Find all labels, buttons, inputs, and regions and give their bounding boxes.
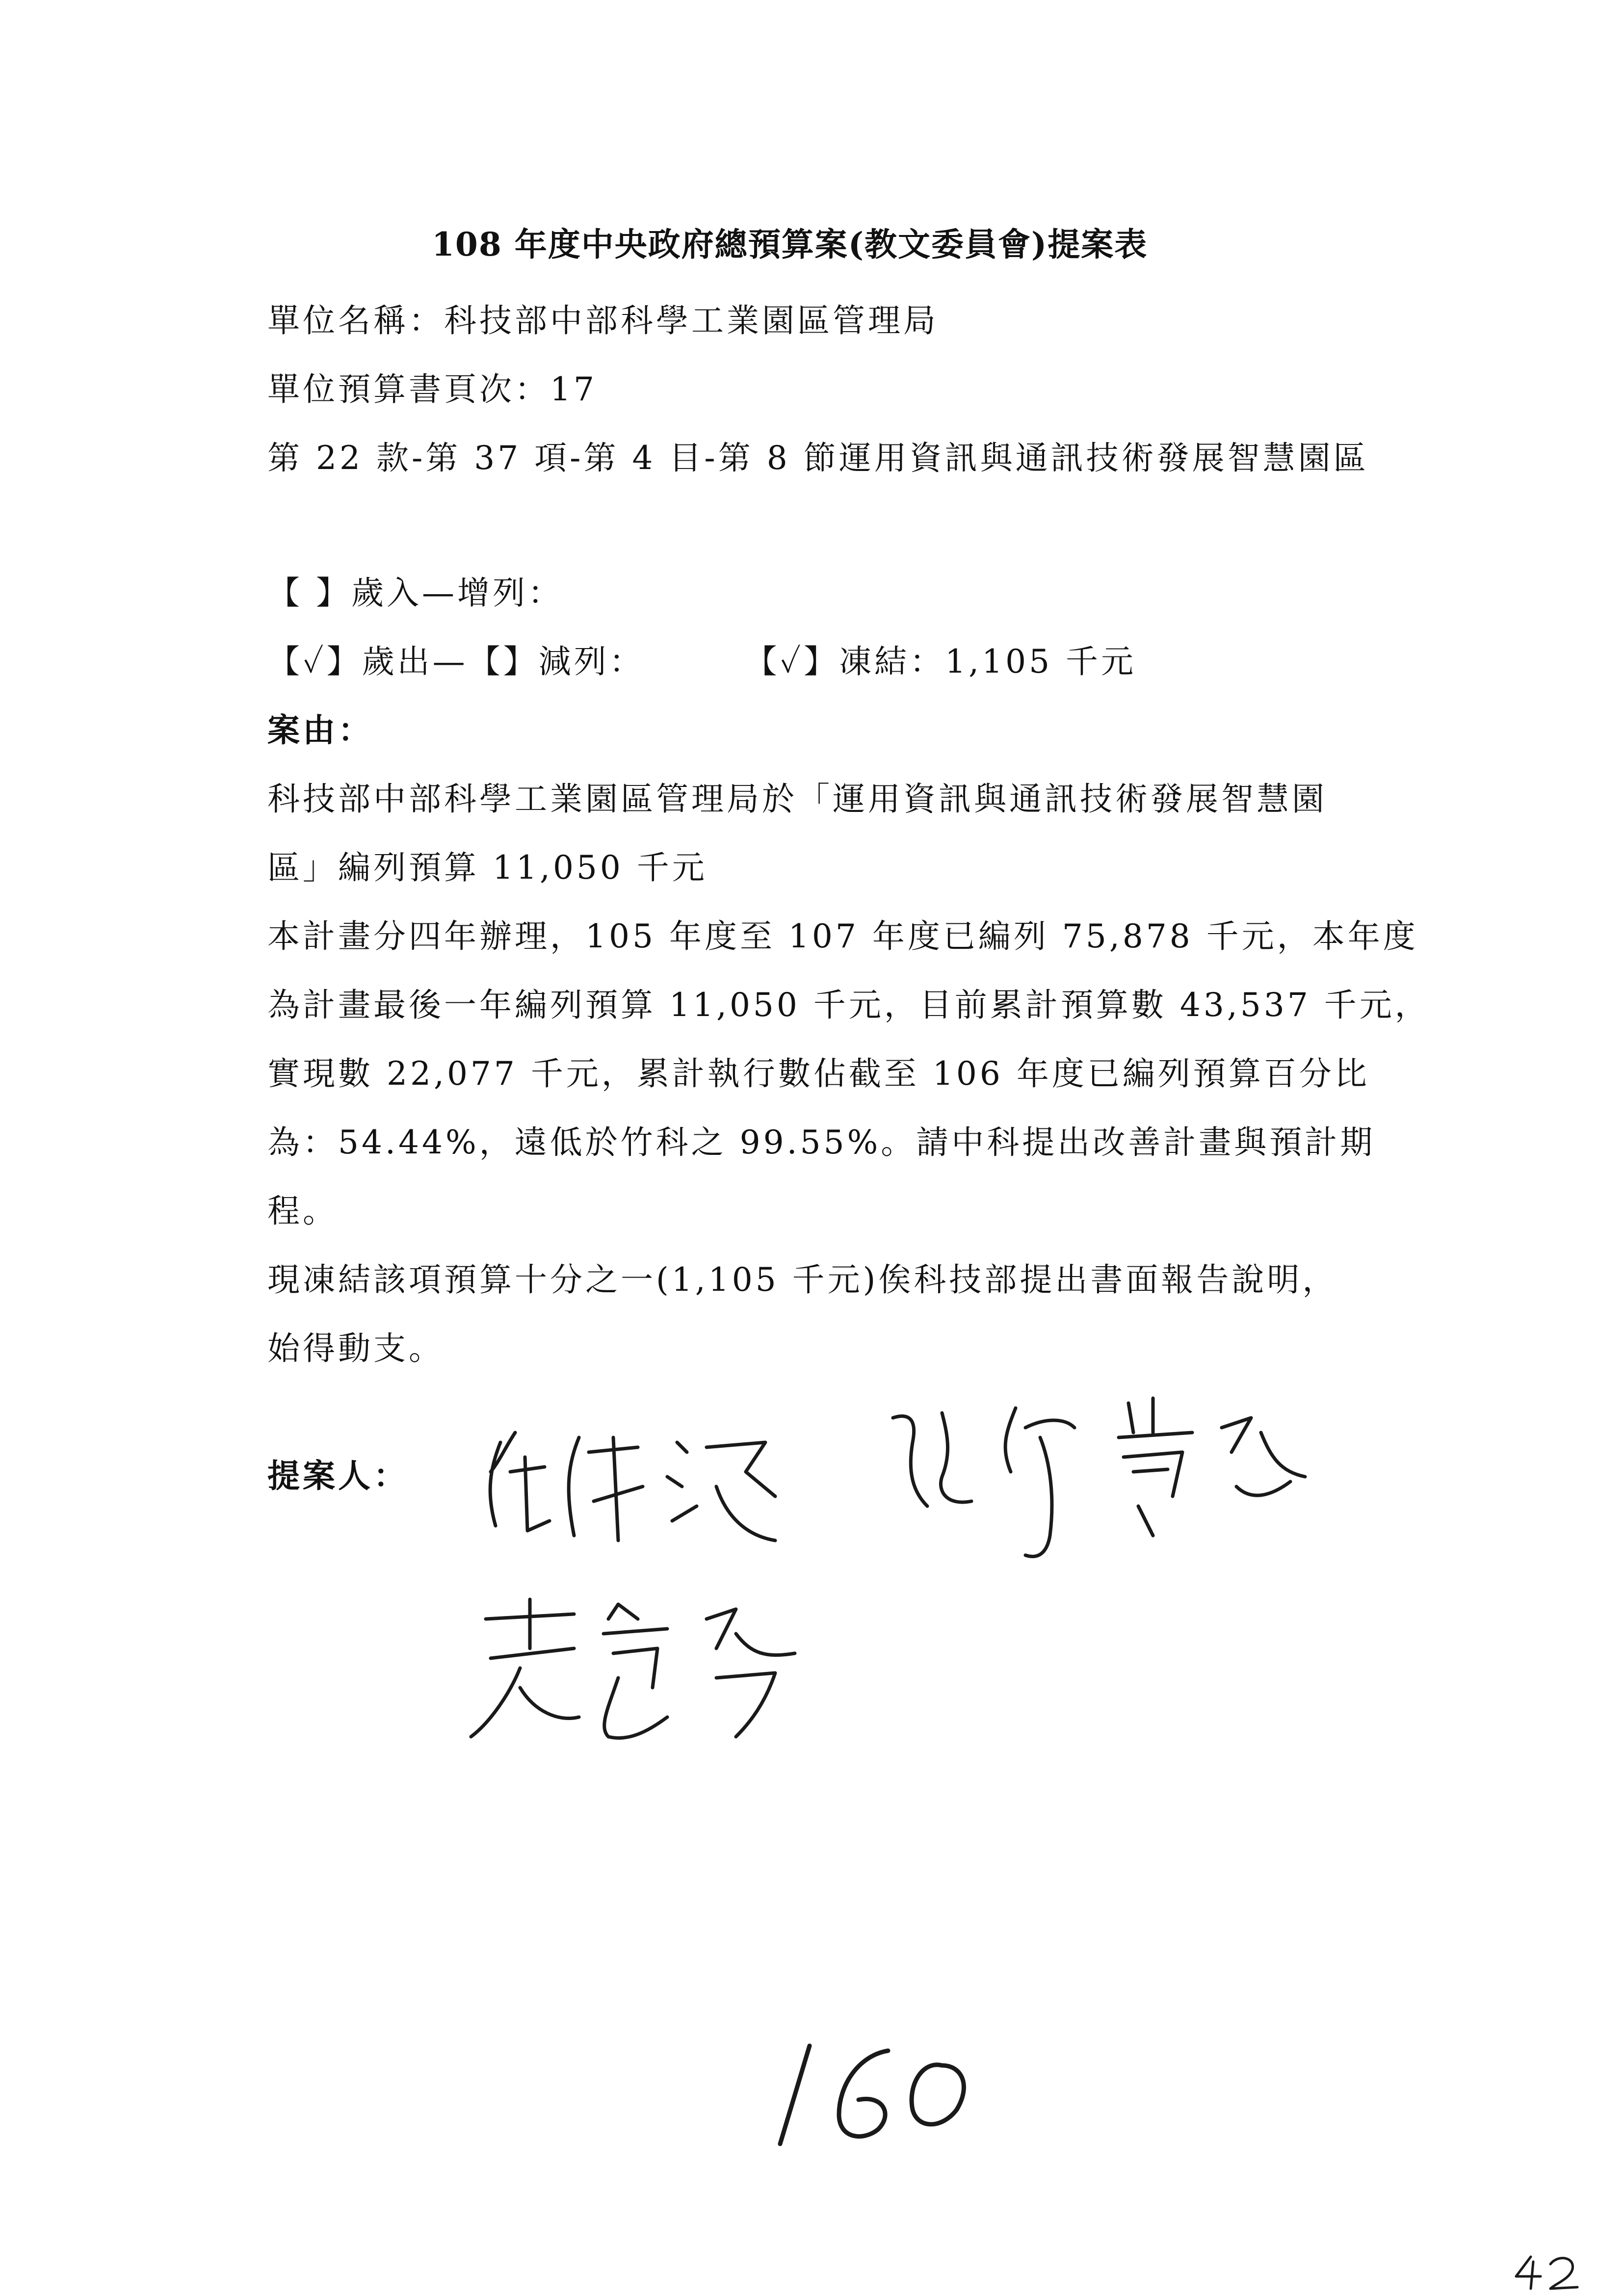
- signature-3: [461, 1590, 854, 1756]
- expense-reduction-checkbox: 【✓】歲出—【】減列：: [267, 643, 645, 680]
- expense-freeze-line: [267, 635, 1136, 682]
- revenue-line: 【 】歲入—增列：: [267, 574, 563, 612]
- body-line-5: 實現數 22,077 千元，累計執行數佔截至 106 年度已編列預算百分比: [267, 1055, 1370, 1093]
- reason-label: 案由：: [267, 711, 373, 749]
- body-line-8: 現凍結該項預算十分之一(1,105 千元)俟科技部提出書面報告說明，: [267, 1261, 1338, 1299]
- body-line-9: 始得動支。: [267, 1330, 444, 1367]
- signature-1: [471, 1413, 814, 1575]
- freeze-amount: 【✓】凍結：1,105 千元: [744, 643, 1137, 680]
- body-line-1: 科技部中部科學工業園區管理局於「運用資訊與通訊技術發展智慧園: [267, 780, 1327, 818]
- body-line-7: 程。: [267, 1192, 338, 1230]
- body-line-2: 區」編列預算 11,050 千元: [267, 849, 707, 887]
- proposer-label: 提案人：: [267, 1457, 409, 1495]
- handwritten-page-number: [765, 2036, 991, 2154]
- corner-number: [1511, 2252, 1585, 2291]
- body-line-3: 本計畫分四年辦理，105 年度至 107 年度已編列 75,878 千元，本年度: [267, 917, 1418, 955]
- unit-name-line: 單位名稱：科技部中部科學工業園區管理局: [267, 302, 939, 339]
- budget-item-line: 第 22 款-第 37 項-第 4 目-第 8 節運用資訊與通訊技術發展智慧園區: [267, 439, 1369, 477]
- body-line-4: 為計畫最後一年編列預算 11,050 千元，目前累計預算數 43,537 千元，: [267, 986, 1430, 1024]
- budget-page-line: 單位預算書頁次：17: [267, 370, 597, 408]
- body-line-6: 為：54.44%，遠低於竹科之 99.55%。請中科提出改善計畫與預計期: [267, 1123, 1376, 1161]
- document-title: 108 年度中央政府總預算案(教文委員會)提案表: [432, 225, 1148, 263]
- signature-2: [878, 1388, 1344, 1609]
